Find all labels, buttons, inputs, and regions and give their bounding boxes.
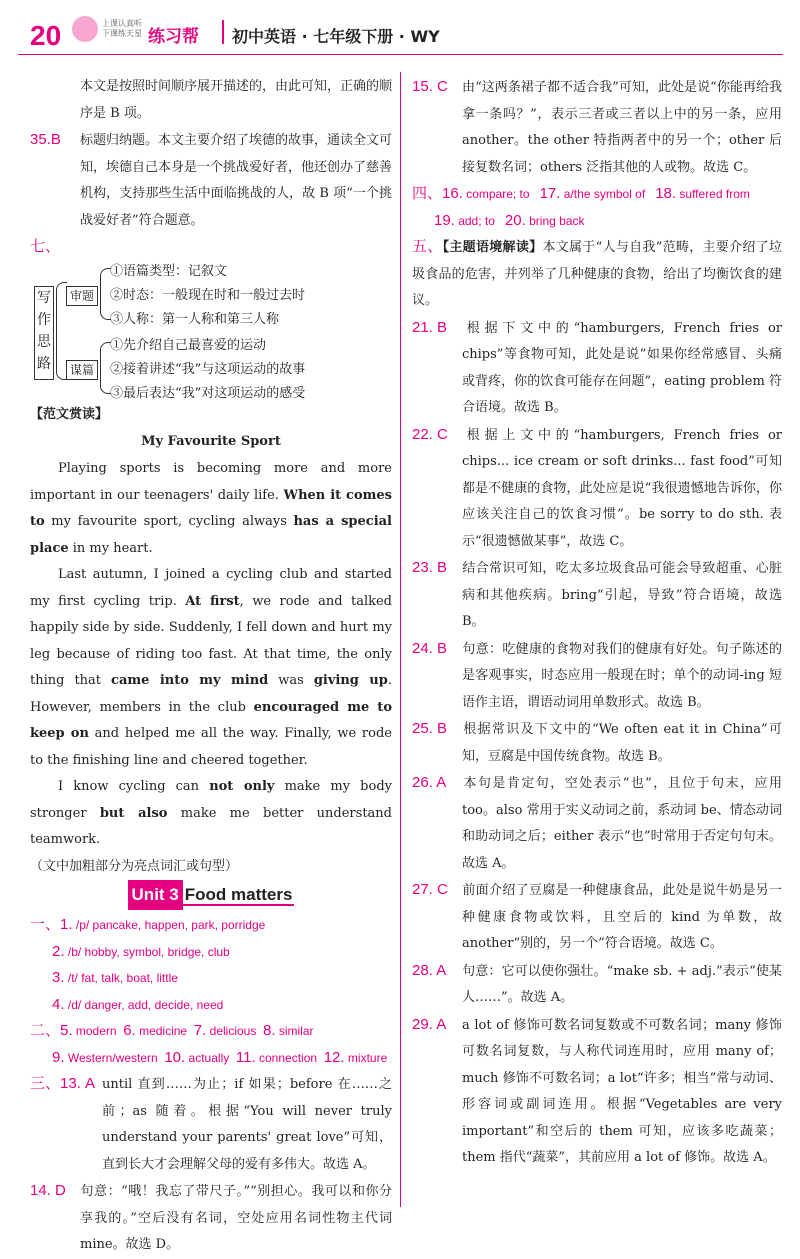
sample-essay-label: 【范文赏读】	[30, 406, 109, 422]
essay-title: My Favourite Sport	[141, 434, 281, 449]
answer-text: add; to	[458, 213, 495, 228]
slogan	[102, 19, 142, 39]
answer-number: 3.	[52, 969, 65, 986]
review-item: ②时态：一般现在时和一般过去时	[110, 287, 306, 303]
answer-text: 结合常识可知，吃太多垃圾食品可能会导致超重、心脏病和其他疾病。bring“引起，导致”符合语境，故选 B。	[462, 561, 782, 629]
answer-25	[412, 716, 782, 770]
highlight-phrase: but also	[99, 805, 168, 821]
answer-text: 标题归纳题。本文主要介绍了埃德的故事，通读全文可知，埃德自己本身是一个挑战爱好者，他还创办了慈善机构，支持那些生活中面临挑战的人，故 B 项“一个挑战爱好者”符合题意。	[80, 133, 393, 228]
question-number: 21. B	[412, 318, 448, 336]
answer-22	[412, 422, 782, 556]
highlight-phrase: At first	[185, 593, 240, 609]
answer-text: Western/western	[67, 1050, 158, 1065]
question-number: 35.B	[30, 131, 61, 148]
answer-number: 20.	[504, 211, 526, 229]
slogan-line-2: 下课练天星	[102, 29, 142, 38]
question-number: 三、13. A	[30, 1075, 96, 1092]
answer-text: 本句是肯定句，空处表示“也”，且位于句末，应用 too。also 常用于实义动词之前，系动词 be、情态动词和助动词之后；either 表示“也”时常用于否定句句末。故选 A。	[462, 776, 782, 871]
intro-text: 本文属于“人与自我”范畴，主要介绍了垃圾食品的危害，并列举了几种健康的食物，给出了均衡饮食的建议。	[412, 240, 782, 308]
sample-essay	[30, 456, 392, 854]
answer-21	[412, 315, 782, 422]
answer-text: a lot of 修饰可数名词复数或不可数名词；many 修饰可数名词复数，与人称代词连用时，应用 many of；much 修饰不可数名词；a lot“许多；相当”常与动词、形容词或副词连用。根据“Vegetables are very important”和空后的 them 可知，应该多吃蔬菜；them 指代“蔬菜”，其前应用 a lot of 修饰。故选 A。	[462, 1017, 782, 1165]
highlight-phrase: When it comes to	[30, 487, 392, 529]
essay-paragraph	[30, 562, 392, 774]
answer-number: 19.	[434, 211, 455, 229]
answer-text: 句意：“哦！我忘了带尺子。”“别担心。我可以和你分享我的。”空后没有名词，空处应用名词性物主代词 mine。故选 D。	[80, 1184, 392, 1252]
answer-text: /p/ pancake, happen, park, porridge	[75, 918, 266, 932]
column-divider	[400, 72, 401, 1207]
answer-number: 二、5.	[30, 1022, 73, 1039]
essay-text: and helped me all the way. Finally, we rode to the finishing line and cheered together.	[30, 726, 392, 768]
section-number: 五、	[412, 238, 443, 255]
answer-text: medicine	[139, 1024, 188, 1038]
answer-text: until 直到……为止；if 如果；before 在……之前；as 随着。根据“You will never truly understand your parents' great love”可知，直到长大才会理解父母的爱有多伟大。故选 A。	[102, 1077, 392, 1172]
question-number: 24. B	[412, 639, 448, 657]
answer-number: 11.	[235, 1048, 256, 1066]
highlight-phrase: encouraged me to keep on	[30, 699, 392, 741]
answer-number: 18.	[655, 185, 677, 202]
question-number: 25. B	[412, 720, 448, 737]
answer-15	[412, 74, 782, 181]
review-item: ①语篇类型：记叙文	[110, 263, 228, 279]
answer-13	[30, 1071, 392, 1178]
answer-23	[412, 555, 782, 636]
answer-text: 由“这两条裙子都不适合我”可知，此处是说“你能再给我拿一条吗？”，表示三者或三者以上中的另一条，应用 another。the other 特指两者中的另一个；other 后接复数名词；others 泛指其他的人或物。故选 C。	[462, 80, 782, 175]
essay-text: was	[268, 673, 314, 688]
question-number: 14. D	[30, 1182, 66, 1199]
answer-text: 根据上文中的“hamburgers, French fries or chips... ice cream or soft drinks... fast food”可知都是不健康的食物，此处应是说“我很遗憾地告诉你，你应该关注自己的饮食习惯”。be sorry to do sth. 表示“很遗憾做某事”，故选 C。	[462, 427, 782, 549]
answer-text: a/the symbol of	[563, 187, 646, 201]
slogan-line-1: 上课认真听	[102, 19, 142, 28]
answer-26	[412, 770, 782, 877]
answer-text: compare; to	[466, 187, 530, 201]
answer-number: 9.	[52, 1048, 65, 1066]
highlight-phrase: has a special place	[30, 514, 392, 556]
answer-line	[30, 1018, 392, 1045]
answer-29	[412, 1012, 782, 1172]
answer-text: 前面介绍了豆腐是一种健康食品，此处是说牛奶是另一种健康食物或饮料，且空后的 kind 为单数，故 another“别的，另一个”符合语境。故选 C。	[462, 883, 782, 951]
answer-text: /b/ hobby, symbol, bridge, club	[67, 944, 230, 959]
essay-text: Playing sports is becoming more and more important in our teenagers' daily life.	[30, 461, 392, 503]
question-number: 15. C	[412, 78, 448, 95]
answer-number: 10.	[164, 1048, 186, 1066]
essay-text: make me better understand teamwork.	[30, 805, 392, 847]
answer-number: 一、1.	[30, 916, 73, 933]
brand-logo-icon	[72, 16, 98, 42]
outline-box-review: 审题	[66, 286, 98, 306]
answer-text: /d/ danger, add, decide, need	[67, 997, 224, 1012]
unit-title: Food matters	[184, 885, 293, 904]
highlight-phrase: came into my mind	[111, 673, 269, 688]
question-number: 29. A	[412, 1015, 447, 1033]
page-number: 20	[30, 20, 62, 51]
answer-number: 四、16.	[412, 185, 463, 202]
highlight-phrase: giving up	[313, 673, 388, 688]
essay-note: （文中加粗部分为亮点词汇或句型）	[30, 858, 239, 874]
writing-outline-diagram	[30, 263, 392, 401]
question-number: 28. A	[412, 961, 447, 979]
highlight-phrase: not only	[209, 779, 275, 794]
essay-text: my favourite sport, cycling always	[44, 514, 294, 529]
book-title: 初中英语 · 七年级下册 · WY	[232, 27, 440, 46]
answer-text: 句意：它可以使你强壮。“make sb. + adj.”表示“使某人……”。故选 A。	[462, 963, 782, 1005]
question-number: 27. C	[412, 881, 448, 898]
answer-27	[412, 877, 782, 958]
section-4-answers	[412, 181, 782, 234]
answer-text: 句意：吃健康的食物对我们的健康有好处。句子陈述的是客观事实，时态应用一般现在时；单个的动词-ing 短语作主语，谓语动词用单数形式。故选 B。	[462, 641, 782, 710]
answer-34-continued	[30, 74, 392, 127]
answer-number: 2.	[52, 942, 65, 960]
answer-text: similar	[278, 1024, 314, 1038]
section-number: 七、	[30, 238, 61, 255]
answer-28	[412, 958, 782, 1012]
section-7-heading	[30, 234, 392, 262]
answer-number: 17.	[539, 185, 561, 202]
answer-number: 7.	[193, 1022, 207, 1039]
plan-item: ③最后表达“我”对这项运动的感受	[110, 385, 306, 401]
answer-text: 根据下文中的“hamburgers, French fries or chips”等食物可知，此处是说“如果你经常感冒、头痛或背疼，你的饮食可能存在问题”，eating problem 符合语境。故选 B。	[462, 320, 782, 415]
header-rule	[18, 54, 783, 55]
answer-text: /t/ fat, talk, boat, little	[67, 971, 178, 985]
para-text: 本文是按照时间顺序展开描述的，由此可知，正确的顺序是 B 项。	[80, 79, 393, 121]
question-number: 22. C	[412, 425, 448, 443]
essay-text: in my heart.	[68, 540, 153, 556]
right-column	[412, 74, 782, 1172]
answer-24	[412, 636, 782, 717]
plan-item: ②接着讲述“我”与这项运动的故事	[110, 361, 306, 377]
header-separator	[222, 20, 224, 44]
context-label: 【主题语境解读】	[442, 240, 543, 255]
question-number: 26. A	[412, 774, 447, 791]
answer-line	[412, 208, 782, 235]
outline-box-plan: 谋篇	[66, 360, 98, 380]
answer-number: 6.	[123, 1022, 136, 1039]
review-item: ③人称：第一人称和第三人称	[110, 311, 280, 327]
essay-text: , we rode and talked happily side by side. Suddenly, I fell down and hurt my leg because of riding too fast. At that time, the only thing that	[30, 593, 393, 688]
answer-text: actually	[188, 1050, 230, 1065]
essay-text: I know cycling can	[58, 779, 210, 794]
answer-text: suffered from	[679, 187, 750, 201]
essay-text: Last autumn, I joined a cycling club and started my first cycling trip.	[30, 567, 392, 609]
answer-line	[30, 1045, 392, 1072]
brand-name: 练习帮	[148, 27, 199, 47]
essay-paragraph	[30, 456, 392, 562]
answer-line	[30, 939, 392, 966]
essay-paragraph	[30, 774, 392, 854]
answer-number: 4.	[52, 995, 65, 1013]
answer-14	[30, 1178, 392, 1259]
question-number: 23. B	[412, 559, 448, 576]
page-header	[0, 0, 800, 52]
left-column	[30, 74, 392, 1259]
answer-text: modern	[75, 1024, 117, 1038]
essay-text: . However, members in the club	[30, 673, 392, 715]
section-5-intro	[412, 234, 782, 315]
answer-line	[30, 912, 392, 939]
answer-line	[30, 992, 392, 1019]
answer-line	[30, 965, 392, 992]
unit-heading	[30, 880, 392, 912]
answer-text: connection	[259, 1050, 318, 1065]
answer-text: mixture	[347, 1050, 388, 1065]
outline-main-box: 写作思路	[34, 286, 54, 380]
plan-item: ①先介绍自己最喜爱的运动	[110, 337, 267, 353]
answer-35	[30, 127, 392, 234]
answer-text: delicious	[209, 1024, 257, 1038]
answer-text: 根据常识及下文中的“We often eat it in China”可知，豆腐是中国传统食物。故选 B。	[462, 722, 782, 764]
answer-line	[412, 181, 782, 208]
section-1-answers	[30, 912, 392, 1071]
essay-text: make my body stronger	[30, 779, 392, 821]
unit-label: Unit 3	[128, 880, 183, 910]
answer-number: 12.	[323, 1048, 345, 1066]
answer-number: 8.	[263, 1022, 276, 1039]
answer-text: bring back	[529, 213, 585, 228]
